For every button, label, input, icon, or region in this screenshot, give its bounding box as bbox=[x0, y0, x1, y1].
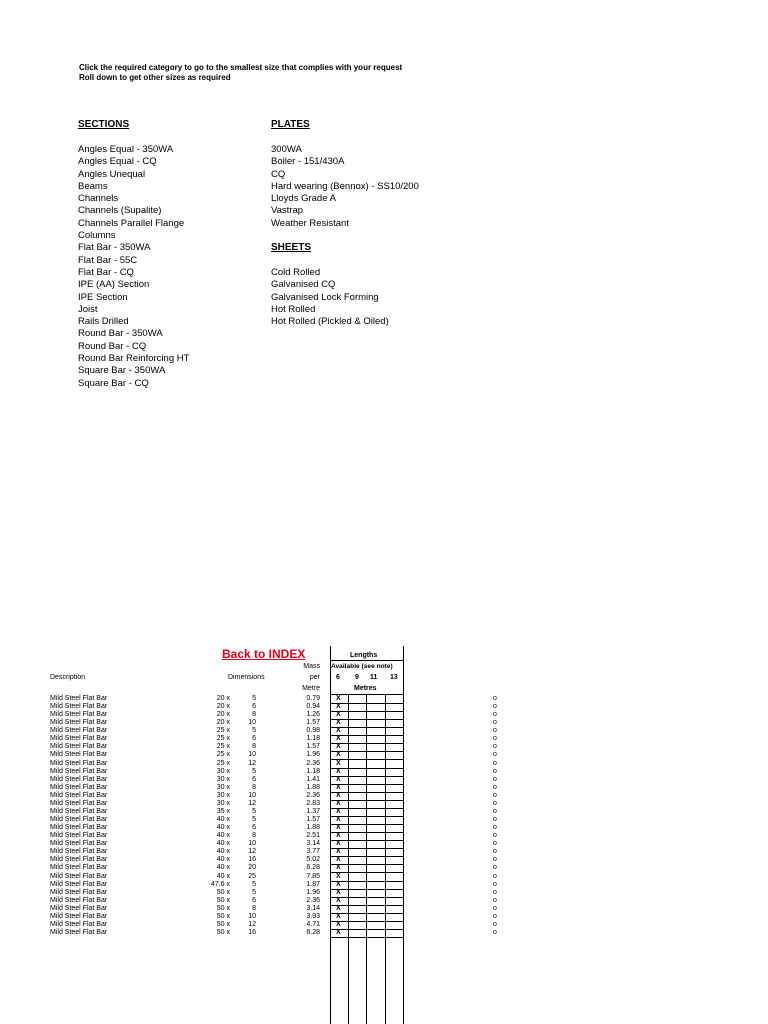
lengths-header: Lengths bbox=[350, 652, 378, 659]
row-thickness: 25 bbox=[248, 872, 256, 880]
row-marker: o bbox=[493, 711, 497, 719]
row-mass: 2.83 bbox=[306, 799, 320, 807]
sheets-heading: SHEETS bbox=[271, 242, 312, 253]
sheet-link[interactable]: Galvanised CQ bbox=[271, 279, 336, 291]
row-thickness: 6 bbox=[252, 735, 256, 743]
table-row bbox=[0, 832, 768, 840]
row-thickness: 16 bbox=[248, 856, 256, 864]
row-description: Mild Steel Flat Bar bbox=[50, 727, 108, 735]
row-width: 50 x bbox=[216, 904, 230, 912]
back-to-index-link[interactable]: Back to INDEX bbox=[222, 647, 306, 661]
row-marker: o bbox=[493, 703, 497, 711]
row-availability-6m: X bbox=[336, 912, 341, 920]
table-row bbox=[0, 840, 768, 848]
table-row bbox=[0, 751, 768, 759]
row-thickness: 10 bbox=[248, 751, 256, 759]
row-width: 50 x bbox=[216, 896, 230, 904]
row-mass: 1.87 bbox=[306, 880, 320, 888]
row-availability-6m: X bbox=[336, 799, 341, 807]
row-width: 50 x bbox=[216, 888, 230, 896]
row-width: 30 x bbox=[216, 791, 230, 799]
row-mass: 0.98 bbox=[306, 727, 320, 735]
row-marker: o bbox=[493, 783, 497, 791]
row-marker: o bbox=[493, 912, 497, 920]
row-description: Mild Steel Flat Bar bbox=[50, 711, 108, 719]
section-link[interactable]: Flat Bar - CQ bbox=[78, 266, 134, 278]
row-mass: 4.71 bbox=[306, 920, 320, 928]
plate-link[interactable]: Hard wearing (Bennox) - SS10/200 bbox=[271, 180, 419, 192]
plate-link[interactable]: Lloyds Grade A bbox=[271, 193, 336, 205]
row-availability-6m: X bbox=[336, 824, 341, 832]
row-thickness: 8 bbox=[252, 711, 256, 719]
row-availability-6m: X bbox=[336, 848, 341, 856]
table-row bbox=[0, 921, 768, 929]
section-link[interactable]: Angles Unequal bbox=[78, 168, 146, 180]
mass-header-2: per bbox=[309, 674, 320, 681]
row-width: 40 x bbox=[216, 824, 230, 832]
table-row bbox=[0, 776, 768, 784]
section-link[interactable]: IPE Section bbox=[78, 291, 128, 303]
row-width: 40 x bbox=[216, 856, 230, 864]
table-row bbox=[0, 711, 768, 719]
row-thickness: 5 bbox=[252, 816, 256, 824]
section-link[interactable]: Round Bar - CQ bbox=[78, 340, 147, 352]
table-grid-line bbox=[330, 937, 404, 938]
row-thickness: 8 bbox=[252, 783, 256, 791]
section-link[interactable]: Flat Bar - 55C bbox=[78, 254, 138, 266]
section-link[interactable]: Channels (Supalite) bbox=[78, 205, 162, 217]
row-thickness: 16 bbox=[248, 929, 256, 937]
instructions bbox=[79, 63, 402, 83]
row-width: 30 x bbox=[216, 775, 230, 783]
row-availability-6m: X bbox=[336, 703, 341, 711]
table-row bbox=[0, 727, 768, 735]
row-marker: o bbox=[493, 735, 497, 743]
row-availability-6m: X bbox=[336, 791, 341, 799]
row-thickness: 12 bbox=[248, 920, 256, 928]
row-marker: o bbox=[493, 904, 497, 912]
row-mass: 1.88 bbox=[306, 783, 320, 791]
row-availability-6m: X bbox=[336, 719, 341, 727]
row-mass: 1.57 bbox=[306, 743, 320, 751]
row-width: 30 x bbox=[216, 783, 230, 791]
row-width: 40 x bbox=[216, 832, 230, 840]
row-mass: 3.77 bbox=[306, 848, 320, 856]
row-description: Mild Steel Flat Bar bbox=[50, 743, 108, 751]
row-marker: o bbox=[493, 759, 497, 767]
section-link[interactable]: Columns bbox=[78, 230, 116, 242]
row-description: Mild Steel Flat Bar bbox=[50, 896, 108, 904]
row-description: Mild Steel Flat Bar bbox=[50, 929, 108, 937]
table-row bbox=[0, 905, 768, 913]
row-mass: 5.02 bbox=[306, 856, 320, 864]
row-mass: 7.85 bbox=[306, 872, 320, 880]
row-availability-6m: X bbox=[336, 872, 341, 880]
row-marker: o bbox=[493, 840, 497, 848]
row-availability-6m: X bbox=[336, 920, 341, 928]
row-thickness: 6 bbox=[252, 824, 256, 832]
table-row bbox=[0, 897, 768, 905]
row-marker: o bbox=[493, 751, 497, 759]
plates-heading: PLATES bbox=[271, 119, 310, 130]
row-width: 30 x bbox=[216, 767, 230, 775]
row-availability-6m: X bbox=[336, 904, 341, 912]
length-col-13: 13 bbox=[390, 674, 398, 681]
table-row bbox=[0, 864, 768, 872]
row-description: Mild Steel Flat Bar bbox=[50, 912, 108, 920]
row-marker: o bbox=[493, 888, 497, 896]
row-availability-6m: X bbox=[336, 751, 341, 759]
row-marker: o bbox=[493, 807, 497, 815]
row-description: Mild Steel Flat Bar bbox=[50, 759, 108, 767]
instruction-line-1: Click the required category to go to the smallest size that complies with your request bbox=[79, 63, 403, 72]
table-row bbox=[0, 808, 768, 816]
row-availability-6m: X bbox=[336, 695, 341, 702]
row-mass: 2.36 bbox=[306, 896, 320, 904]
row-width: 50 x bbox=[216, 920, 230, 928]
row-mass: 1.18 bbox=[306, 735, 320, 743]
plate-link[interactable]: Weather Resistant bbox=[271, 217, 349, 229]
row-mass: 3.14 bbox=[306, 904, 320, 912]
row-width: 40 x bbox=[216, 864, 230, 872]
row-availability-6m: X bbox=[336, 896, 341, 904]
row-width: 35 x bbox=[216, 807, 230, 815]
row-description: Mild Steel Flat Bar bbox=[50, 799, 108, 807]
sheet-link[interactable]: Hot Rolled bbox=[271, 303, 316, 315]
row-availability-6m: X bbox=[336, 759, 341, 767]
table-row bbox=[0, 695, 768, 703]
sheet-link[interactable]: Cold Rolled bbox=[271, 267, 321, 278]
row-mass: 1.57 bbox=[306, 816, 320, 824]
row-width: 47.6 x bbox=[210, 880, 230, 888]
section-link[interactable]: Joist bbox=[78, 303, 98, 315]
row-description: Mild Steel Flat Bar bbox=[50, 888, 108, 896]
table-row bbox=[0, 735, 768, 743]
row-mass: 1.18 bbox=[306, 767, 320, 775]
row-mass: 1.88 bbox=[306, 824, 320, 832]
table-row bbox=[0, 784, 768, 792]
row-marker: o bbox=[493, 767, 497, 775]
row-mass: 1.96 bbox=[306, 751, 320, 759]
section-link[interactable]: Square Bar - CQ bbox=[78, 377, 149, 389]
row-description: Mild Steel Flat Bar bbox=[50, 703, 108, 711]
row-thickness: 10 bbox=[248, 719, 256, 727]
sections-list bbox=[78, 144, 189, 390]
row-marker: o bbox=[493, 848, 497, 856]
length-col-9: 9 bbox=[355, 674, 359, 681]
plate-link[interactable]: 300WA bbox=[271, 144, 302, 155]
plate-link[interactable]: Boiler - 151/430A bbox=[271, 156, 345, 168]
row-description: Mild Steel Flat Bar bbox=[50, 751, 108, 759]
row-width: 25 x bbox=[216, 743, 230, 751]
row-width: 40 x bbox=[216, 872, 230, 880]
row-thickness: 10 bbox=[248, 912, 256, 920]
section-link[interactable]: Channels bbox=[78, 193, 119, 205]
section-link[interactable]: Square Bar - 350WA bbox=[78, 365, 166, 377]
row-marker: o bbox=[493, 799, 497, 807]
row-width: 50 x bbox=[216, 912, 230, 920]
row-thickness: 5 bbox=[252, 767, 256, 775]
row-width: 20 x bbox=[216, 711, 230, 719]
instruction-line-2: Roll down to get other sizes as required bbox=[79, 73, 231, 82]
row-width: 20 x bbox=[216, 719, 230, 727]
row-description: Mild Steel Flat Bar bbox=[50, 832, 108, 840]
table-row bbox=[0, 816, 768, 824]
row-marker: o bbox=[493, 929, 497, 937]
row-thickness: 6 bbox=[252, 775, 256, 783]
row-marker: o bbox=[493, 896, 497, 904]
row-description: Mild Steel Flat Bar bbox=[50, 783, 108, 791]
row-availability-6m: X bbox=[336, 856, 341, 864]
row-thickness: 5 bbox=[252, 727, 256, 735]
length-col-11: 11 bbox=[370, 674, 378, 681]
plate-link[interactable]: CQ bbox=[271, 168, 286, 180]
row-description: Mild Steel Flat Bar bbox=[50, 840, 108, 848]
row-mass: 6.28 bbox=[306, 929, 320, 937]
row-mass: 1.26 bbox=[306, 711, 320, 719]
row-width: 25 x bbox=[216, 727, 230, 735]
row-thickness: 5 bbox=[252, 695, 256, 702]
metres-header: Metres bbox=[354, 685, 377, 692]
row-description: Mild Steel Flat Bar bbox=[50, 807, 108, 815]
row-width: 25 x bbox=[216, 759, 230, 767]
description-header: Description bbox=[50, 674, 86, 681]
row-availability-6m: X bbox=[336, 864, 341, 872]
row-marker: o bbox=[493, 727, 497, 735]
section-link[interactable]: Rails Drilled bbox=[78, 316, 129, 328]
row-width: 20 x bbox=[216, 703, 230, 711]
row-availability-6m: X bbox=[336, 767, 341, 775]
row-description: Mild Steel Flat Bar bbox=[50, 695, 108, 702]
section-link[interactable]: Round Bar Reinforcing HT bbox=[78, 353, 190, 365]
row-marker: o bbox=[493, 719, 497, 727]
sheet-link[interactable]: Galvanised Lock Forming bbox=[271, 291, 379, 303]
row-mass: 2.51 bbox=[306, 832, 320, 840]
row-mass: 1.41 bbox=[306, 775, 320, 783]
row-mass: 2.36 bbox=[306, 791, 320, 799]
table-row bbox=[0, 743, 768, 751]
row-description: Mild Steel Flat Bar bbox=[50, 816, 108, 824]
row-description: Mild Steel Flat Bar bbox=[50, 872, 108, 880]
row-availability-6m: X bbox=[336, 840, 341, 848]
row-description: Mild Steel Flat Bar bbox=[50, 848, 108, 856]
row-width: 50 x bbox=[216, 929, 230, 937]
row-availability-6m: X bbox=[336, 783, 341, 791]
row-mass: 6.28 bbox=[306, 864, 320, 872]
sheets-list bbox=[271, 267, 389, 328]
row-mass: 0.79 bbox=[306, 695, 320, 702]
table-row bbox=[0, 719, 768, 727]
row-thickness: 12 bbox=[248, 848, 256, 856]
row-availability-6m: X bbox=[336, 880, 341, 888]
table-row bbox=[0, 889, 768, 897]
section-link[interactable]: Beams bbox=[78, 180, 108, 192]
section-link[interactable]: Channels Parallel Flange bbox=[78, 217, 185, 229]
plate-link[interactable]: Vastrap bbox=[271, 205, 304, 217]
row-description: Mild Steel Flat Bar bbox=[50, 904, 108, 912]
row-width: 40 x bbox=[216, 816, 230, 824]
row-marker: o bbox=[493, 824, 497, 832]
table-row bbox=[0, 856, 768, 864]
table-row bbox=[0, 873, 768, 881]
available-header: Available (see note) bbox=[331, 663, 393, 670]
row-mass: 0.94 bbox=[306, 703, 320, 711]
row-width: 25 x bbox=[216, 751, 230, 759]
row-thickness: 8 bbox=[252, 832, 256, 840]
row-marker: o bbox=[493, 872, 497, 880]
plates-list bbox=[271, 144, 419, 230]
table-grid-line bbox=[330, 660, 404, 661]
dimensions-header: Dimensions bbox=[228, 674, 265, 681]
row-thickness: 8 bbox=[252, 743, 256, 751]
row-mass: 3.93 bbox=[306, 912, 320, 920]
row-availability-6m: X bbox=[336, 832, 341, 840]
row-mass: 1.57 bbox=[306, 719, 320, 727]
row-marker: o bbox=[493, 864, 497, 872]
row-description: Mild Steel Flat Bar bbox=[50, 856, 108, 864]
section-link[interactable]: IPE (AA) Section bbox=[78, 279, 150, 291]
row-width: 30 x bbox=[216, 799, 230, 807]
row-thickness: 12 bbox=[248, 799, 256, 807]
row-thickness: 5 bbox=[252, 880, 256, 888]
sections-heading: SECTIONS bbox=[78, 119, 130, 130]
row-marker: o bbox=[493, 695, 497, 702]
row-marker: o bbox=[493, 920, 497, 928]
table-row bbox=[0, 929, 768, 937]
section-link[interactable]: Angles Equal - 350WA bbox=[78, 144, 174, 155]
row-description: Mild Steel Flat Bar bbox=[50, 735, 108, 743]
row-marker: o bbox=[493, 856, 497, 864]
row-availability-6m: X bbox=[336, 888, 341, 896]
mass-header-3: Metre bbox=[302, 685, 320, 692]
length-col-6: 6 bbox=[336, 674, 340, 681]
table-row bbox=[0, 703, 768, 711]
row-description: Mild Steel Flat Bar bbox=[50, 864, 108, 872]
row-marker: o bbox=[493, 816, 497, 824]
row-width: 25 x bbox=[216, 735, 230, 743]
row-thickness: 10 bbox=[248, 840, 256, 848]
row-mass: 2.36 bbox=[306, 759, 320, 767]
row-thickness: 5 bbox=[252, 888, 256, 896]
row-description: Mild Steel Flat Bar bbox=[50, 767, 108, 775]
row-availability-6m: X bbox=[336, 735, 341, 743]
row-thickness: 10 bbox=[248, 791, 256, 799]
row-thickness: 5 bbox=[252, 807, 256, 815]
table-row bbox=[0, 800, 768, 808]
row-thickness: 20 bbox=[248, 864, 256, 872]
section-link[interactable]: Round Bar - 350WA bbox=[78, 328, 163, 340]
row-description: Mild Steel Flat Bar bbox=[50, 791, 108, 799]
section-link[interactable]: Angles Equal - CQ bbox=[78, 156, 157, 168]
row-description: Mild Steel Flat Bar bbox=[50, 775, 108, 783]
row-availability-6m: X bbox=[336, 775, 341, 783]
row-mass: 1.37 bbox=[306, 807, 320, 815]
table-row bbox=[0, 792, 768, 800]
row-thickness: 6 bbox=[252, 703, 256, 711]
row-description: Mild Steel Flat Bar bbox=[50, 920, 108, 928]
row-description: Mild Steel Flat Bar bbox=[50, 719, 108, 727]
table-row bbox=[0, 768, 768, 776]
row-availability-6m: X bbox=[336, 807, 341, 815]
sheet-link[interactable]: Hot Rolled (Pickled & Oiled) bbox=[271, 316, 389, 328]
table-row bbox=[0, 881, 768, 889]
row-availability-6m: X bbox=[336, 743, 341, 751]
table-row bbox=[0, 848, 768, 856]
row-availability-6m: X bbox=[336, 816, 341, 824]
mass-header-1: Mass bbox=[303, 663, 320, 670]
row-mass: 1.96 bbox=[306, 888, 320, 896]
row-description: Mild Steel Flat Bar bbox=[50, 824, 108, 832]
row-marker: o bbox=[493, 880, 497, 888]
row-width: 40 x bbox=[216, 840, 230, 848]
row-description: Mild Steel Flat Bar bbox=[50, 880, 108, 888]
table-row bbox=[0, 760, 768, 768]
section-link[interactable]: Flat Bar - 350WA bbox=[78, 242, 151, 254]
row-width: 40 x bbox=[216, 848, 230, 856]
row-marker: o bbox=[493, 832, 497, 840]
table-row bbox=[0, 824, 768, 832]
row-marker: o bbox=[493, 775, 497, 783]
row-thickness: 6 bbox=[252, 896, 256, 904]
row-availability-6m: X bbox=[336, 727, 341, 735]
table-row bbox=[0, 913, 768, 921]
row-thickness: 12 bbox=[248, 759, 256, 767]
row-thickness: 8 bbox=[252, 904, 256, 912]
row-availability-6m: X bbox=[336, 711, 341, 719]
row-marker: o bbox=[493, 743, 497, 751]
row-mass: 3.14 bbox=[306, 840, 320, 848]
row-marker: o bbox=[493, 791, 497, 799]
row-availability-6m: X bbox=[336, 929, 341, 937]
row-width: 20 x bbox=[216, 695, 230, 702]
